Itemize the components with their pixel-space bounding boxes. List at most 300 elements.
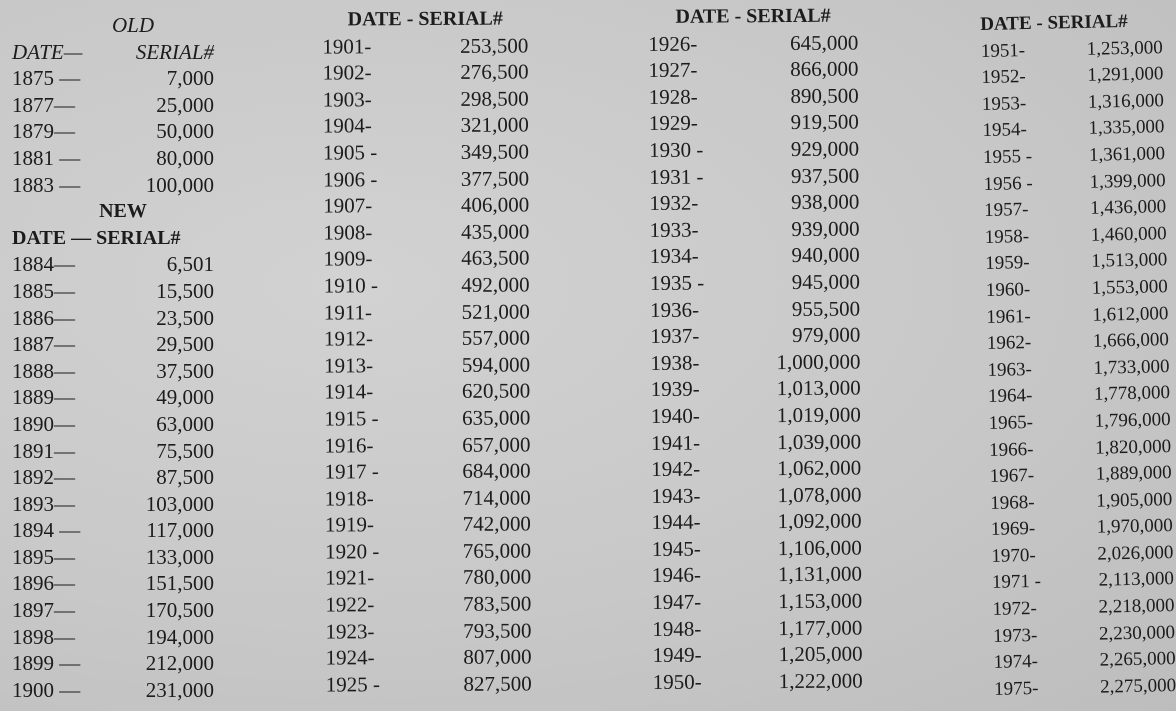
row-date: 1918- xyxy=(324,485,374,511)
row-serial: 827,500 xyxy=(463,671,532,696)
row-date: 1955 - xyxy=(982,145,1033,168)
row-serial: 377,500 xyxy=(460,166,530,191)
row-serial: 938,000 xyxy=(791,189,860,215)
table-row xyxy=(988,407,1171,437)
table-row xyxy=(652,561,862,589)
table-row xyxy=(325,484,531,512)
row-date: 1935 - xyxy=(649,270,705,295)
row-date: 1964- xyxy=(987,385,1033,408)
table-row xyxy=(12,517,214,544)
row-date: 1942- xyxy=(651,456,701,482)
old-header-date: DATE— xyxy=(12,39,83,64)
row-date: 1896— xyxy=(12,571,75,596)
row-serial: 1,039,000 xyxy=(776,429,862,454)
table-row xyxy=(983,168,1166,198)
row-serial: 1,905,000 xyxy=(1096,488,1173,512)
row-date: 1965- xyxy=(988,411,1034,434)
row-serial: 349,500 xyxy=(460,139,530,164)
row-date: 1951- xyxy=(980,39,1026,62)
row-date: 1877— xyxy=(12,92,75,117)
row-date: 1939- xyxy=(650,376,700,402)
table-row xyxy=(984,194,1167,224)
row-serial: 2,218,000 xyxy=(1098,595,1175,618)
table-row xyxy=(988,380,1171,410)
table-row xyxy=(651,375,861,403)
table-row xyxy=(649,162,859,190)
row-date: 1905 - xyxy=(322,140,378,165)
table-row xyxy=(982,115,1165,145)
row-serial: 321,000 xyxy=(460,112,529,138)
table-row xyxy=(12,677,214,704)
table-row xyxy=(324,431,530,459)
row-date: 1903- xyxy=(322,87,372,112)
row-serial: 1,778,000 xyxy=(1093,382,1171,406)
table-row xyxy=(991,513,1174,543)
row-serial: 919,500 xyxy=(790,109,859,135)
row-date: 1956 - xyxy=(983,172,1033,195)
row-serial: 23,500 xyxy=(156,305,214,330)
row-date: 1895— xyxy=(12,544,75,569)
row-serial: 1,177,000 xyxy=(778,615,863,640)
row-serial: 80,000 xyxy=(156,145,214,170)
row-date: 1937- xyxy=(650,323,700,349)
row-date: 1940- xyxy=(650,403,700,428)
row-serial: 979,000 xyxy=(791,322,861,348)
table-row xyxy=(12,92,214,119)
row-date: 1946- xyxy=(651,563,702,588)
row-date: 1885— xyxy=(12,278,75,303)
row-serial: 1,666,000 xyxy=(1092,329,1170,352)
row-date: 1927- xyxy=(648,57,698,83)
row-serial: 1,291,000 xyxy=(1087,63,1164,86)
row-serial: 945,000 xyxy=(791,269,861,294)
row-serial: 117,000 xyxy=(146,518,214,543)
row-serial: 937,500 xyxy=(790,163,860,188)
column-3-header: DATE - SERIAL# xyxy=(675,4,831,28)
row-serial: 1,460,000 xyxy=(1090,222,1167,246)
row-date: 1888— xyxy=(12,358,75,383)
table-row xyxy=(648,56,858,84)
row-date: 1938- xyxy=(650,350,700,375)
table-row xyxy=(325,458,531,486)
table-row xyxy=(989,434,1172,464)
row-date: 1921- xyxy=(325,565,375,591)
row-date: 1899 — xyxy=(12,651,81,676)
row-serial: 557,000 xyxy=(461,325,530,350)
row-serial: 1,361,000 xyxy=(1088,143,1166,166)
row-serial: 2,275,000 xyxy=(1099,674,1176,698)
row-date: 1908- xyxy=(323,220,373,245)
row-date: 1947- xyxy=(652,589,702,615)
table-row xyxy=(991,540,1174,570)
row-serial: 1,019,000 xyxy=(776,402,861,428)
row-serial: 1,153,000 xyxy=(778,588,863,614)
table-row xyxy=(322,32,528,60)
row-date: 1919- xyxy=(324,512,374,537)
row-date: 1962- xyxy=(986,332,1032,355)
table-row xyxy=(12,570,214,597)
row-date: 1963- xyxy=(987,358,1033,381)
row-date: 1934- xyxy=(649,243,699,269)
row-date: 1886— xyxy=(12,305,75,330)
table-row xyxy=(323,218,529,246)
table-row xyxy=(648,29,858,57)
old-header xyxy=(12,39,214,66)
new-header: DATE — SERIAL# xyxy=(12,226,181,249)
table-row xyxy=(12,544,214,571)
row-serial: 15,500 xyxy=(156,278,214,303)
table-row xyxy=(987,354,1170,384)
row-serial: 1,092,000 xyxy=(777,508,862,534)
row-serial: 1,205,000 xyxy=(778,641,863,667)
table-row xyxy=(651,455,861,483)
table-row xyxy=(649,82,859,110)
row-serial: 929,000 xyxy=(790,136,860,161)
table-row xyxy=(651,481,861,509)
row-serial: 29,500 xyxy=(156,332,214,357)
row-serial: 100,000 xyxy=(145,172,214,197)
row-serial: 463,500 xyxy=(461,245,530,271)
row-date: 1924- xyxy=(325,645,375,670)
table-row xyxy=(989,460,1172,490)
table-row xyxy=(650,295,860,323)
row-serial: 1,000,000 xyxy=(776,349,861,374)
table-row xyxy=(323,245,529,273)
table-row xyxy=(323,165,529,193)
row-date: 1960- xyxy=(985,278,1031,301)
row-serial: 645,000 xyxy=(789,30,859,55)
row-serial: 1,733,000 xyxy=(1093,355,1170,379)
row-serial: 2,113,000 xyxy=(1098,568,1175,592)
row-date: 1912- xyxy=(323,326,373,351)
row-serial: 492,000 xyxy=(461,272,530,297)
table-row xyxy=(324,325,530,353)
table-row xyxy=(12,65,214,92)
row-serial: 765,000 xyxy=(462,538,532,563)
table-row xyxy=(12,411,214,438)
row-serial: 521,000 xyxy=(461,298,530,324)
table-row xyxy=(649,109,859,137)
table-row xyxy=(652,534,862,562)
table-row xyxy=(650,242,860,270)
row-serial: 1,106,000 xyxy=(777,535,862,560)
column-4-header: DATE - SERIAL# xyxy=(980,10,1128,35)
row-date: 1897— xyxy=(12,598,75,623)
table-row xyxy=(652,614,862,642)
new-title: NEW xyxy=(99,200,147,223)
row-date: 1901- xyxy=(322,33,372,59)
row-serial: 170,500 xyxy=(145,598,214,623)
row-serial: 939,000 xyxy=(791,216,860,241)
row-date: 1889— xyxy=(12,385,75,410)
row-serial: 2,026,000 xyxy=(1097,541,1174,565)
row-date: 1954- xyxy=(982,119,1028,142)
table-row xyxy=(982,88,1165,118)
row-serial: 87,500 xyxy=(156,465,214,490)
table-row xyxy=(993,620,1176,650)
row-serial: 635,000 xyxy=(462,405,531,430)
row-serial: 793,500 xyxy=(463,618,532,643)
row-serial: 955,500 xyxy=(791,296,861,321)
row-date: 1926- xyxy=(648,31,698,56)
row-date: 1887— xyxy=(12,332,75,357)
row-date: 1902- xyxy=(322,60,372,85)
row-date: 1973- xyxy=(992,624,1038,647)
row-serial: 151,500 xyxy=(145,571,214,596)
row-serial: 298,500 xyxy=(460,86,529,111)
table-row xyxy=(323,85,529,113)
row-date: 1944- xyxy=(651,509,701,535)
row-date: 1959- xyxy=(985,252,1030,275)
table-row xyxy=(990,487,1173,517)
row-date: 1920 - xyxy=(324,539,380,564)
row-date: 1948- xyxy=(652,616,702,641)
table-row xyxy=(12,384,214,411)
row-date: 1974- xyxy=(993,651,1039,674)
row-date: 1929- xyxy=(648,111,698,136)
row-date: 1949- xyxy=(652,642,702,668)
row-serial: 1,820,000 xyxy=(1094,435,1172,459)
row-date: 1906 - xyxy=(323,166,378,192)
table-row xyxy=(12,278,214,305)
row-date: 1943- xyxy=(651,483,701,508)
row-serial: 37,500 xyxy=(156,358,214,383)
row-serial: 783,500 xyxy=(463,591,532,616)
row-serial: 1,796,000 xyxy=(1094,409,1171,432)
row-date: 1907- xyxy=(323,193,373,218)
table-row xyxy=(983,141,1166,171)
table-row xyxy=(653,667,863,695)
table-row xyxy=(325,511,531,539)
row-date: 1928- xyxy=(648,84,698,109)
row-serial: 49,000 xyxy=(156,385,214,410)
row-serial: 75,500 xyxy=(156,438,214,463)
new-rows xyxy=(12,251,214,703)
row-serial: 1,316,000 xyxy=(1087,89,1165,113)
table-row xyxy=(324,378,530,406)
row-date: 1910 - xyxy=(323,273,378,298)
table-row xyxy=(652,641,862,669)
old-rows xyxy=(12,65,214,198)
row-serial: 780,000 xyxy=(462,564,532,590)
table-row xyxy=(12,172,214,199)
table-row xyxy=(651,428,861,456)
table-row xyxy=(324,404,530,432)
column-1-old-new xyxy=(12,12,214,703)
table-row xyxy=(12,491,214,518)
table-row xyxy=(652,588,862,616)
row-date: 1883 — xyxy=(12,172,81,197)
row-date: 1909- xyxy=(323,246,373,271)
row-serial: 1,436,000 xyxy=(1089,196,1167,219)
row-serial: 6,501 xyxy=(166,252,214,277)
row-date: 1975- xyxy=(993,677,1039,700)
row-date: 1932- xyxy=(649,190,699,216)
row-date: 1957- xyxy=(983,199,1029,222)
row-serial: 620,500 xyxy=(461,378,531,404)
table-row xyxy=(652,508,862,536)
table-row xyxy=(12,650,214,677)
row-serial: 7,000 xyxy=(166,66,214,91)
row-date: 1971 - xyxy=(991,571,1042,594)
table-row xyxy=(987,327,1170,357)
row-serial: 435,000 xyxy=(461,219,530,244)
row-date: 1904- xyxy=(322,113,372,138)
row-serial: 231,000 xyxy=(145,677,214,702)
table-row xyxy=(12,251,214,278)
row-date: 1890— xyxy=(12,411,75,436)
row-date: 1967- xyxy=(989,465,1035,487)
table-row xyxy=(650,348,860,376)
row-serial: 742,000 xyxy=(462,511,531,537)
row-date: 1875 — xyxy=(12,66,81,91)
row-serial: 2,265,000 xyxy=(1099,648,1176,671)
row-serial: 1,553,000 xyxy=(1091,276,1169,299)
row-date: 1911- xyxy=(323,299,373,325)
table-row xyxy=(323,138,529,166)
column-2-rows xyxy=(322,32,531,698)
row-serial: 807,000 xyxy=(463,644,532,670)
row-serial: 1,889,000 xyxy=(1095,462,1172,485)
table-row xyxy=(650,322,860,350)
row-date: 1884— xyxy=(12,252,75,277)
table-row xyxy=(986,274,1169,304)
table-row xyxy=(12,597,214,624)
row-date: 1922- xyxy=(325,592,375,617)
table-row xyxy=(325,564,531,592)
row-serial: 276,500 xyxy=(460,59,529,85)
row-date: 1953- xyxy=(981,92,1027,115)
row-serial: 890,500 xyxy=(790,83,859,108)
table-row xyxy=(992,567,1175,597)
row-serial: 1,013,000 xyxy=(776,375,861,401)
table-row xyxy=(12,624,214,651)
row-serial: 657,000 xyxy=(462,431,531,457)
row-date: 1941- xyxy=(650,430,701,455)
row-date: 1915 - xyxy=(324,406,379,431)
table-row xyxy=(984,221,1167,251)
row-date: 1933- xyxy=(649,217,699,242)
table-row xyxy=(12,118,214,145)
row-serial: 406,000 xyxy=(460,192,530,217)
table-row xyxy=(326,644,532,672)
row-date: 1952- xyxy=(981,66,1026,89)
table-row xyxy=(994,673,1176,703)
old-header-serial: SERIAL# xyxy=(135,39,214,64)
column-2-header: DATE - SERIAL# xyxy=(347,7,503,31)
row-date: 1891— xyxy=(12,438,75,463)
row-serial: 212,000 xyxy=(145,651,214,676)
table-row xyxy=(323,112,529,140)
row-serial: 1,078,000 xyxy=(777,482,862,507)
table-row xyxy=(651,401,861,429)
row-serial: 2,230,000 xyxy=(1098,621,1176,645)
row-date: 1900 — xyxy=(12,677,81,702)
row-date: 1961- xyxy=(986,305,1031,328)
table-row xyxy=(325,591,531,619)
table-row xyxy=(324,298,530,326)
table-row xyxy=(649,189,859,217)
row-date: 1913- xyxy=(324,353,374,378)
row-serial: 1,335,000 xyxy=(1088,116,1165,140)
table-row xyxy=(981,35,1164,65)
row-serial: 25,000 xyxy=(156,92,214,117)
row-date: 1916- xyxy=(324,432,374,458)
row-serial: 594,000 xyxy=(461,352,531,377)
table-row xyxy=(986,301,1169,331)
table-row xyxy=(323,192,529,220)
row-date: 1968- xyxy=(990,491,1035,514)
table-row xyxy=(324,351,530,379)
row-date: 1894 — xyxy=(12,518,81,543)
row-date: 1958- xyxy=(984,225,1030,248)
table-row xyxy=(650,268,860,296)
table-row xyxy=(649,135,859,163)
row-serial: 714,000 xyxy=(462,485,531,510)
row-date: 1966- xyxy=(988,438,1034,461)
row-date: 1917 - xyxy=(324,459,379,484)
row-date: 1969- xyxy=(990,518,1036,541)
row-date: 1925 - xyxy=(325,672,381,697)
row-serial: 194,000 xyxy=(145,624,214,649)
column-3 xyxy=(648,3,863,696)
row-date: 1892— xyxy=(12,465,75,490)
row-serial: 866,000 xyxy=(790,56,859,82)
table-row xyxy=(985,247,1168,277)
row-serial: 1,612,000 xyxy=(1092,302,1169,326)
table-row xyxy=(649,215,859,243)
row-serial: 1,513,000 xyxy=(1091,249,1168,273)
row-serial: 253,500 xyxy=(460,33,529,58)
table-row xyxy=(326,670,532,698)
row-date: 1914- xyxy=(324,379,374,404)
row-date: 1972- xyxy=(992,598,1038,620)
row-date: 1930 - xyxy=(648,137,704,162)
table-row xyxy=(325,617,531,645)
table-row xyxy=(12,305,214,332)
table-row xyxy=(12,145,214,172)
row-date: 1970- xyxy=(991,544,1036,567)
row-serial: 684,000 xyxy=(462,458,531,483)
row-serial: 63,000 xyxy=(156,411,214,436)
row-serial: 1,970,000 xyxy=(1096,515,1174,538)
row-serial: 1,399,000 xyxy=(1089,169,1166,193)
row-serial: 1,222,000 xyxy=(778,668,863,693)
row-serial: 1,131,000 xyxy=(777,561,863,587)
row-date: 1893— xyxy=(12,491,75,516)
row-date: 1936- xyxy=(650,297,700,322)
column-4-rows xyxy=(981,35,1176,704)
row-date: 1898— xyxy=(12,624,75,649)
table-row xyxy=(12,464,214,491)
table-row xyxy=(324,271,530,299)
row-date: 1931 - xyxy=(649,164,704,189)
table-row xyxy=(322,59,528,87)
row-date: 1923- xyxy=(325,618,375,644)
row-serial: 50,000 xyxy=(156,119,214,144)
column-3-rows xyxy=(648,29,863,695)
row-serial: 103,000 xyxy=(145,491,214,516)
column-2 xyxy=(322,5,532,698)
old-title: OLD xyxy=(111,13,154,37)
table-row xyxy=(12,331,214,358)
table-row xyxy=(992,593,1175,623)
column-4 xyxy=(980,8,1176,703)
table-row xyxy=(12,438,214,465)
row-date: 1881 — xyxy=(12,145,81,170)
table-row xyxy=(12,358,214,385)
row-serial: 133,000 xyxy=(145,544,214,569)
